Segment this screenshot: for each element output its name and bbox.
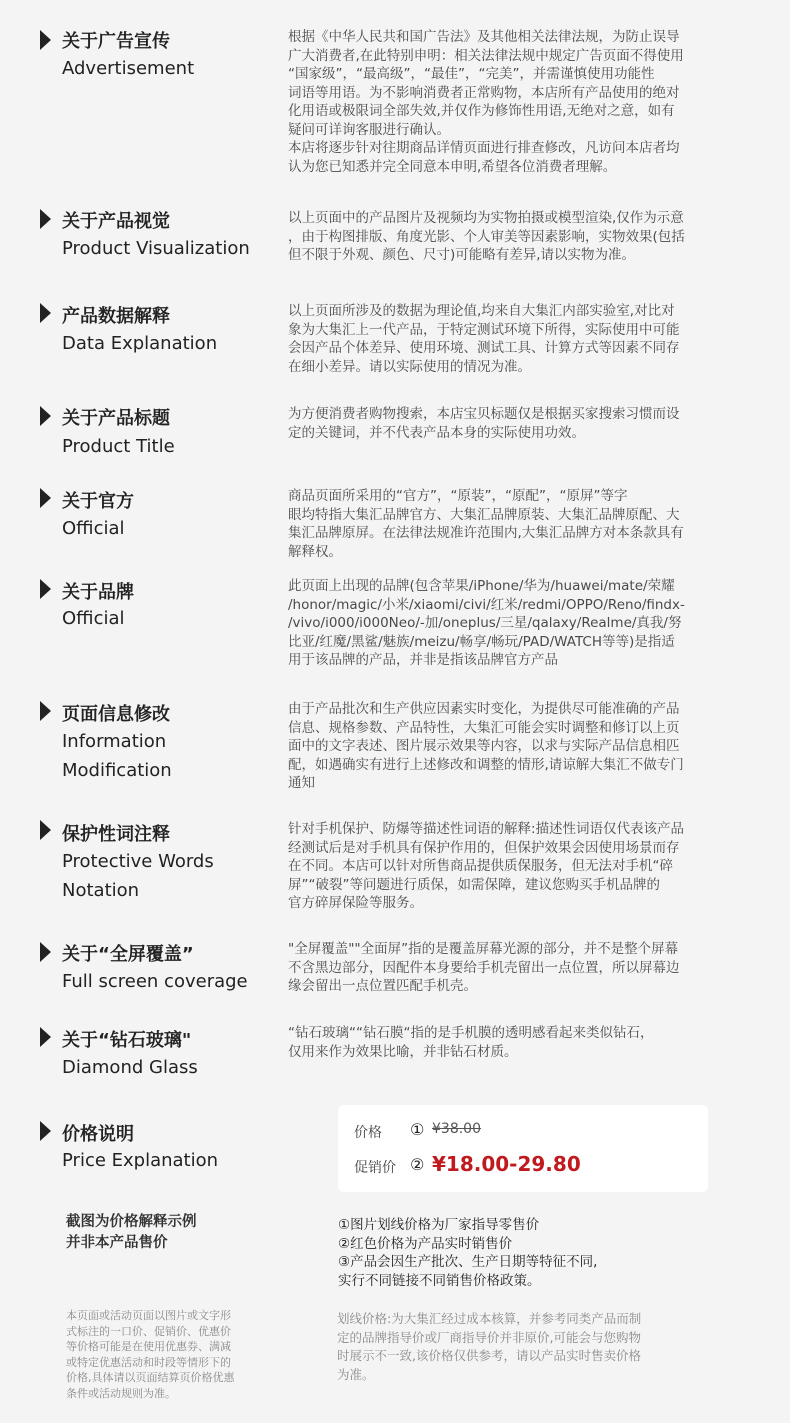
section-marker-icon bbox=[40, 942, 51, 962]
section-body: 以上页面所涉及的数据为理论值,均来自大集汇内部实验室,对比对 象为大集汇上一代产品，于特定测试环境下所得，实际使用中可能 会因产品个体差异、使用环境、测试工具、计算方式等因素不同存 在细小差异。请以实际使用的情况为准。 bbox=[288, 303, 680, 375]
promo-price-label: 促销价 bbox=[354, 1160, 396, 1176]
price-example-note: 截图为价格解释示例 并非本产品售价 bbox=[66, 1214, 197, 1251]
section-title-zh: 保护性词注释 bbox=[62, 824, 170, 845]
section-body: 为方便消费者购物搜索，本店宝贝标题仅是根据买家搜索习惯而设 定的关键词，并不代表产品本身的实际使用功效。 bbox=[288, 406, 680, 441]
section-title-en: Official bbox=[62, 518, 125, 539]
section-marker-icon bbox=[40, 1027, 51, 1047]
section-body: 以上页面中的产品图片及视频均为实物拍摄或模型渲染,仅作为示意 ，由于构图排版、角度光影、个人审美等因素影响，实物效果(包括 但不限于外观、颜色、尺寸)可能略有差异,请以实物为准。 bbox=[288, 210, 685, 263]
section-title-zh: 关于官方 bbox=[62, 491, 134, 512]
section-title-en: Product Title bbox=[62, 436, 175, 457]
price-legend-list: ①图片划线价格为厂家指导零售价 ②红色价格为产品实时销售价 ③产品会因生产批次、生产日期等特征不同, 实行不同链接不同销售价格政策。 bbox=[338, 1217, 598, 1289]
section-title-en: Full screen coverage bbox=[62, 971, 248, 992]
section-marker-icon bbox=[40, 820, 51, 840]
price-label: 价格 bbox=[354, 1125, 382, 1141]
section-body: 此页面上出现的品牌(包含苹果/iPhone/华为/huawei/mate/荣耀 /honor/magic/小米/xiaomi/civi/红米/redmi/OPPO/Reno/findx- /vivo/i000/i000Neo/-加/oneplus/三星/qalaxy/Realme/真我/努 比亚/红魔/黑鲨/魅族/meizu/畅享/畅玩/PAD/WATCH等等)是指适 用于该品牌的产品，并非是指该品牌官方产品 bbox=[288, 578, 685, 668]
section-marker-icon bbox=[40, 209, 51, 229]
section-title-zh: 价格说明 bbox=[62, 1124, 134, 1145]
promo-price: ¥18.00-29.80 bbox=[432, 1152, 581, 1176]
strikethrough-price-disclaimer: 划线价格:为大集汇经过成本核算，并参考同类产品而制 定的品牌指导价或厂商指导价并非原价,可能会与您购物 时展示不一致,该价格仅供参考，请以产品实时售卖价格 为准。 bbox=[337, 1311, 642, 1382]
section-marker-icon bbox=[40, 30, 51, 50]
section-title-en: Diamond Glass bbox=[62, 1057, 198, 1078]
section-title-en: Data Explanation bbox=[62, 333, 218, 354]
price-marker-2: ② bbox=[410, 1155, 425, 1174]
section-marker-icon bbox=[40, 488, 51, 508]
section-title-zh: 关于品牌 bbox=[62, 582, 134, 603]
price-marker-1: ① bbox=[410, 1120, 425, 1139]
section-title-en: Official bbox=[62, 608, 125, 629]
section-title-en: Protective Words bbox=[62, 851, 214, 872]
section-title-en: Information bbox=[62, 731, 167, 752]
section-title-zh: 关于“钻石玻璃" bbox=[62, 1030, 192, 1051]
price-example-card bbox=[338, 1105, 708, 1192]
section-title-en: Advertisement bbox=[62, 58, 195, 79]
section-title-zh: 关于“全屏覆盖” bbox=[62, 944, 194, 965]
price-disclaimer-left: 本页面或活动页面以图片或文字形 式标注的一口价、促销价、优惠价 等价格可能是在使用优惠券、满减 或特定优惠活动和时段等情形下的 价格,具体请以页面结算页价格优惠 条件或活动规则为准。 bbox=[66, 1309, 235, 1400]
section-body: 由于产品批次和生产供应因素实时变化，为提供尽可能准确的产品 信息、规格参数、产品特性，大集汇可能会实时调整和修订以上页 面中的文字表述、图片展示效果等内容，以求与实际产品信息相匹 配，如遇确实有进行上述修改和调整的情形,请谅解大集汇不做专门 通知 bbox=[288, 701, 684, 791]
section-marker-icon bbox=[40, 406, 51, 426]
section-marker-icon bbox=[40, 579, 51, 599]
section-title-en: Product Visualization bbox=[62, 238, 250, 259]
section-marker-icon bbox=[40, 303, 51, 323]
section-body: "全屏覆盖""全面屏”指的是覆盖屏幕光源的部分，并不是整个屏幕 不含黑边部分，因配件本身要给手机壳留出一点位置，所以屏幕边 缘会留出一点位置匹配手机壳。 bbox=[288, 941, 680, 994]
section-body: 针对手机保护、防爆等描述性词语的解释:描述性词语仅代表该产品 经测试后是对手机具有保护作用的，但保护效果会因使用场景而存 在不同。本店可以针对所售商品提供质保服务，但无法对手机“碎 屏”“破裂”等问题进行质保，如需保障，建议您购买手机品牌的 官方碎屏保险等服务。 bbox=[288, 821, 685, 911]
section-body: 商品页面所采用的“官方”，“原装”，“原配”，“原屏”等字 眼均特指大集汇品牌官方、大集汇品牌原装、大集汇品牌原配、大 集汇品牌原屏。在法律法规准许范围内,大集汇品牌方对本条款具有 解释权。 bbox=[288, 488, 684, 560]
section-marker-icon bbox=[40, 701, 51, 721]
section-title-en-line2: Modification bbox=[62, 760, 172, 781]
original-price: ¥38.00 bbox=[432, 1121, 481, 1137]
section-title-en-line2: Notation bbox=[62, 880, 140, 901]
section-marker-icon bbox=[40, 1121, 51, 1141]
section-title-zh: 关于广告宣传 bbox=[62, 31, 170, 52]
section-title-zh: 页面信息修改 bbox=[62, 704, 170, 725]
section-body: “钻石玻璃““钻石膜“指的是手机膜的透明感看起来类似钻石， 仅用来作为效果比喻，并非钻石材质。 bbox=[288, 1025, 654, 1060]
section-title-zh: 产品数据解释 bbox=[62, 306, 170, 327]
section-title-en: Price Explanation bbox=[62, 1150, 219, 1171]
section-body: 根据《中华人民共和国广告法》及其他相关法律法规，为防止误导 广大消费者,在此特别申明：相关法律法规中规定广告页面不得使用 “国家级”，“最高级”，“最佳”，“完美”，并需谨慎使用功能性 词语等用语。为不影响消费者正常购物，本店所有产品使用的绝对 化用语或极限词全部失效,并仅作为修饰性用语,无绝对之意，如有 疑问可详询客服进行确认。 本店将逐步针对往期商品详情页面进行排查修改，凡访问本店者均 认为您已知悉并完全同意本申明,希望各位消费者理解。 bbox=[288, 29, 684, 175]
section-title-zh: 关于产品视觉 bbox=[62, 211, 170, 232]
section-title-zh: 关于产品标题 bbox=[62, 408, 170, 429]
